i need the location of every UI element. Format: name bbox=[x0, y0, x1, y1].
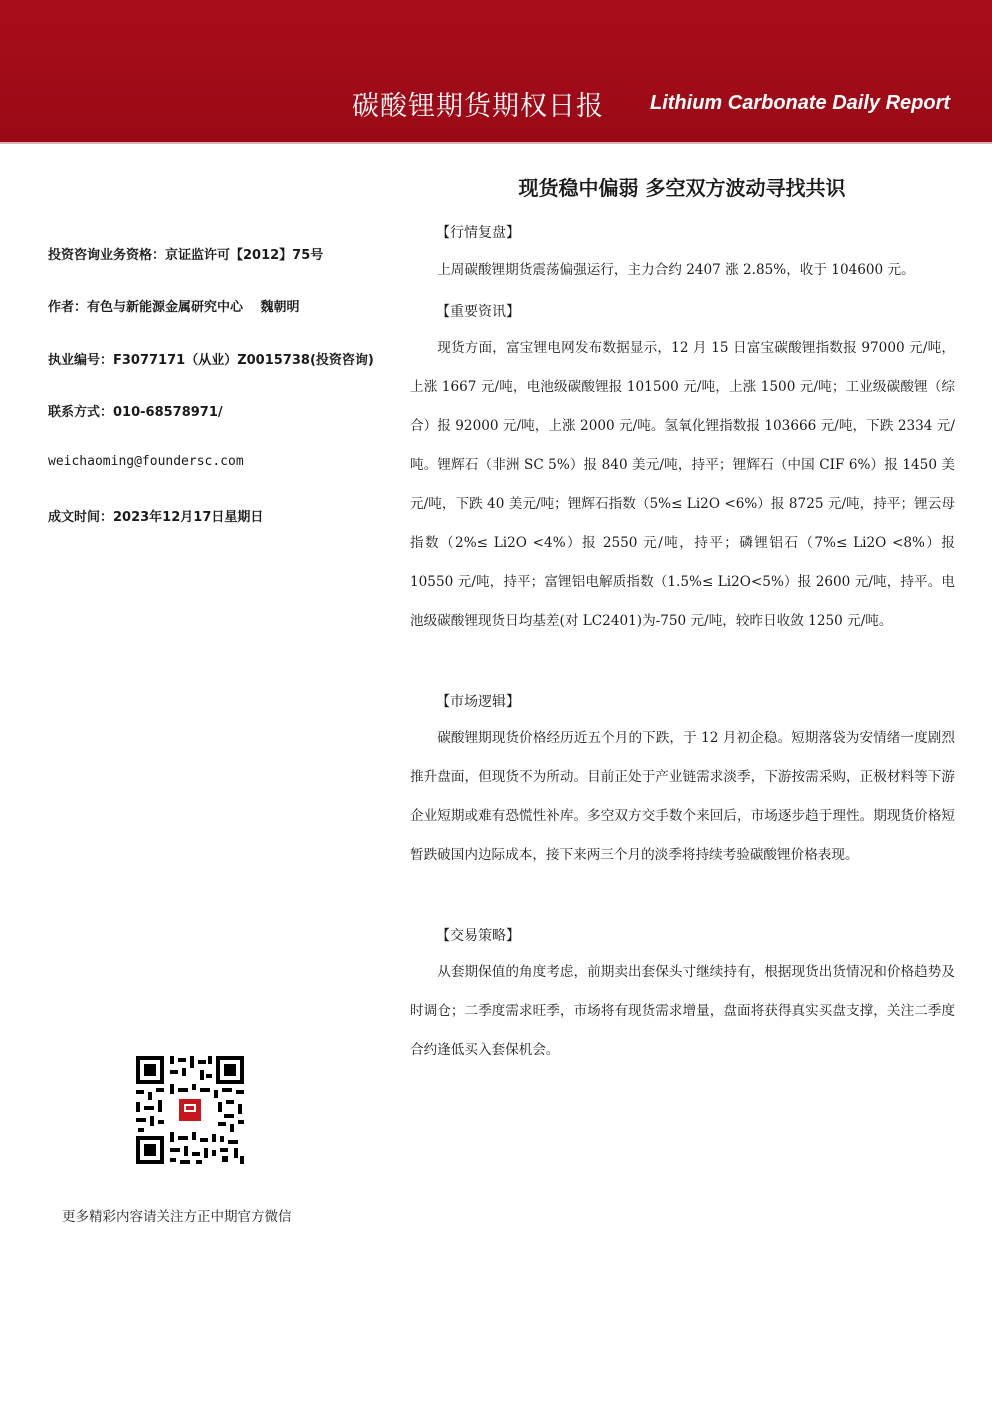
section-title-logic: 【市场逻辑】 bbox=[436, 694, 520, 710]
qualification-line: 投资咨询业务资格：京证监许可【2012】75号 bbox=[48, 248, 324, 263]
section-body-strategy: 从套期保值的角度考虑，前期卖出套保头寸继续持有，根据现货出货情况和价格趋势及时调仓；二季度需求旺季，市场将有现货需求增量，盘面将获得真实买盘支撑，关注二季度合约逢低买入套保机会。 bbox=[410, 964, 955, 1058]
article-headline: 现货稳中偏弱 多空双方波动寻找共识 bbox=[518, 176, 846, 200]
contact-line: 联系方式：010-68578971/ bbox=[48, 405, 223, 420]
section-body-review: 上周碳酸锂期货震荡偏强运行，主力合约 2407 涨 2.85%，收于 104600 元。 bbox=[437, 262, 915, 278]
section-title-strategy: 【交易策略】 bbox=[436, 928, 520, 944]
section-title-news: 【重要资讯】 bbox=[436, 304, 520, 320]
qr-code-icon bbox=[134, 1054, 246, 1166]
email-line[interactable]: weichaoming@foundersc.com bbox=[48, 454, 244, 469]
section-body-news: 现货方面，富宝锂电网发布数据显示，12 月 15 日富宝碳酸锂指数报 97000 元/吨，上涨 1667 元/吨，电池级碳酸锂报 101500 元/吨，上涨 1500 元/吨；工业级碳酸锂（综合）报 92000 元/吨，上涨 2000 元/吨。氢氧化锂指数报 103666 元/吨，下跌 2334 元/吨。锂辉石（非洲 SC 5%）报 840 美元/吨，持平；锂辉石（中国 CIF 6%）报 1450 美元/吨，下跌 40 美元/吨；锂辉石指数（5%≤ Li2O <6%）报 8725 元/吨，持平；锂云母指数（2%≤ Li2O <4%）报 2550 元/吨，持平；磷锂铝石（7%≤ Li2O <8%）报 10550 元/吨，持平；富锂铝电解质指数（1.5%≤ Li2O<5%）报 2600 元/吨，持平。电池级碳酸锂现货日均基差(对 LC2401)为-750 元/吨，较昨日收敛 1250 元/吨。 bbox=[410, 340, 955, 629]
qr-caption: 更多精彩内容请关注方正中期官方微信 bbox=[62, 1209, 292, 1225]
section-body-logic: 碳酸锂期现货价格经历近五个月的下跌，于 12 月初企稳。短期落袋为安情绪一度剧烈推升盘面，但现货不为所动。目前正处于产业链需求淡季，下游按需采购，正极材料等下游企业短期或难有恐慌性补库。多空双方交手数个来回后，市场逐步趋于理性。期现货价格短暂跌破国内边际成本，接下来两三个月的淡季将持续考验碳酸锂价格表现。 bbox=[410, 730, 955, 863]
report-title-cn: 碳酸锂期货期权日报 bbox=[352, 91, 604, 122]
author-line: 作者：有色与新能源金属研究中心 魏朝明 bbox=[48, 300, 300, 315]
license-line: 执业编号：F3077171（从业）Z0015738(投资咨询) bbox=[48, 353, 374, 368]
report-title-en: Lithium Carbonate Daily Report bbox=[650, 92, 951, 114]
section-title-review: 【行情复盘】 bbox=[436, 225, 520, 241]
header-divider bbox=[0, 142, 992, 144]
date-line: 成文时间：2023年12月17日星期日 bbox=[48, 510, 264, 525]
